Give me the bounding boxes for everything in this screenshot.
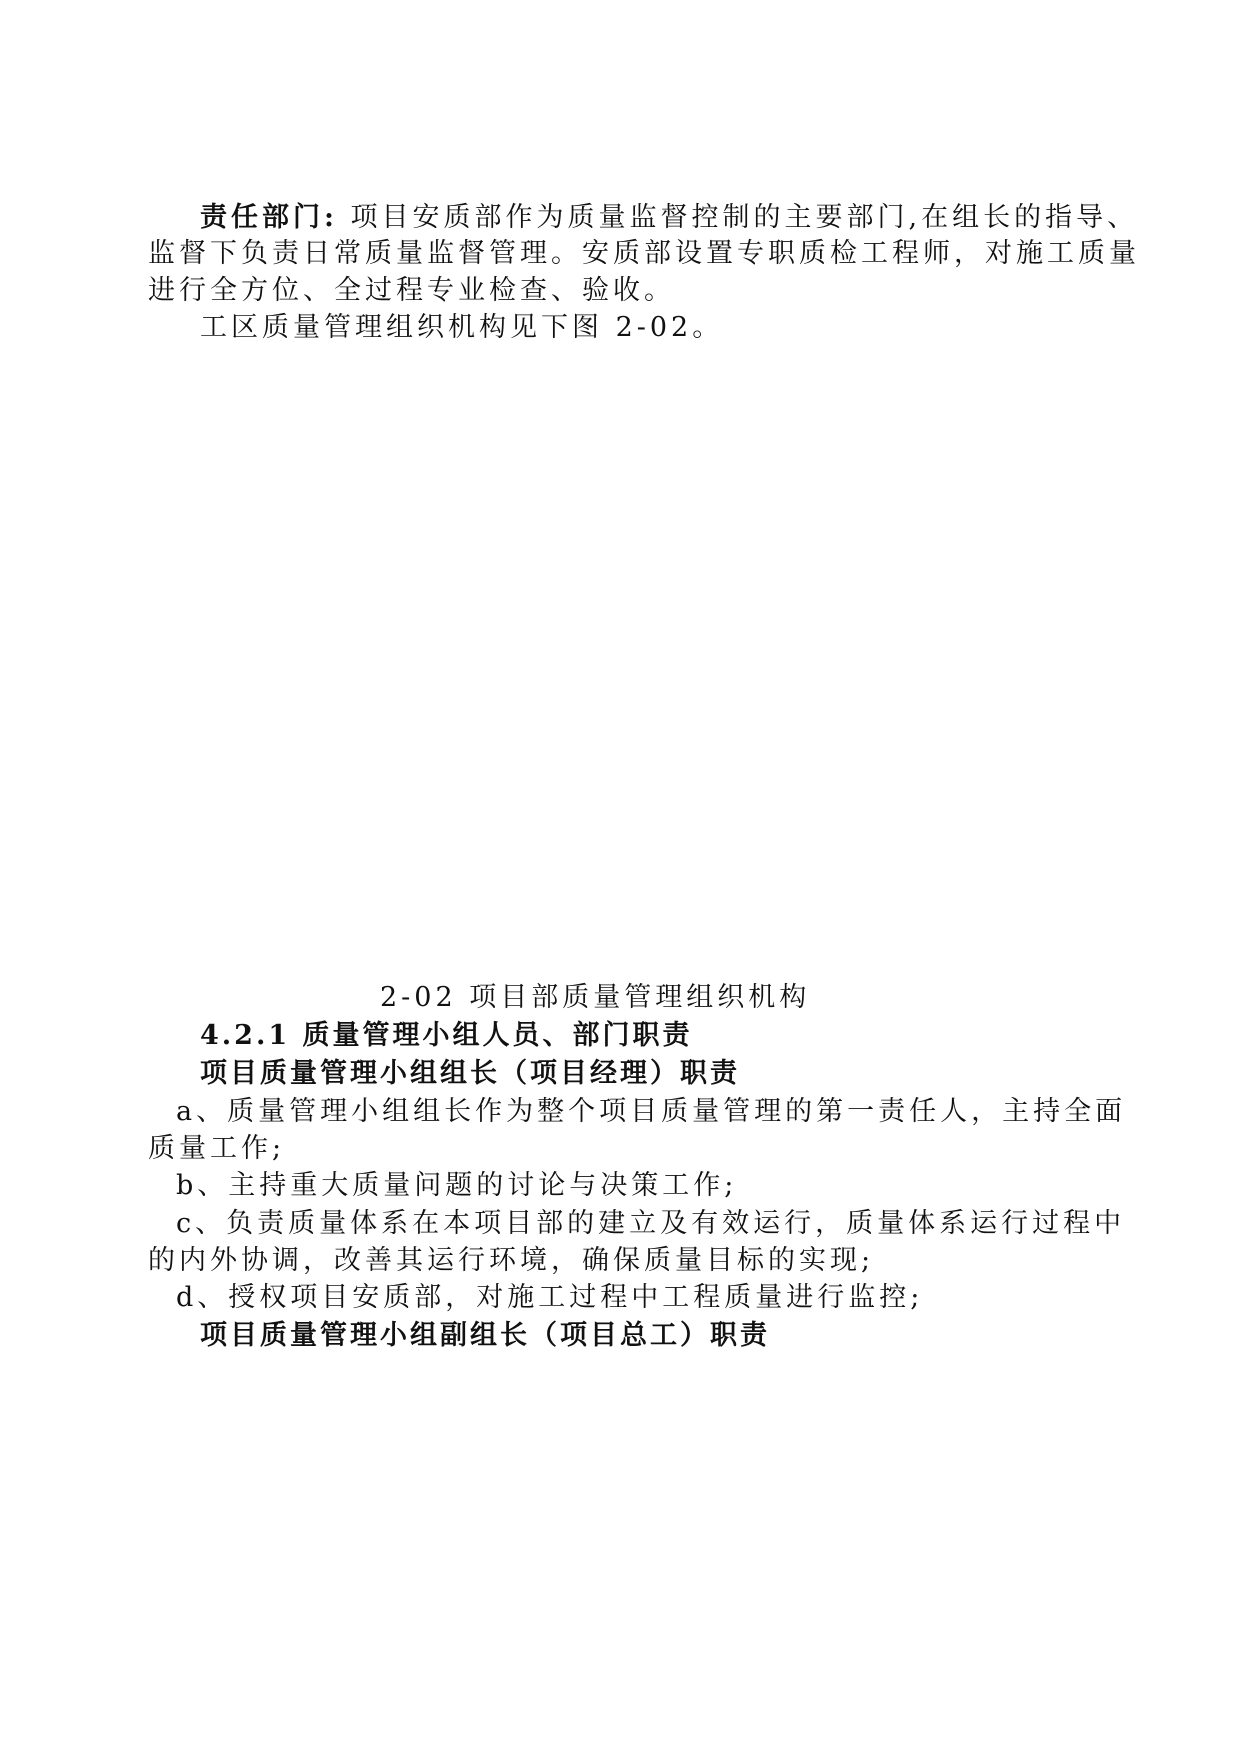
list-item: 质量工作;: [148, 1133, 286, 1164]
responsible-dept-label: 责任部门:: [200, 202, 338, 233]
list-item: b、主持重大质量问题的讨论与决策工作;: [176, 1170, 738, 1201]
subheading-leader-duties: 项目质量管理小组组长（项目经理）职责: [200, 1058, 740, 1089]
list-item: c、负责质量体系在本项目部的建立及有效运行，质量体系运行过程中: [176, 1208, 1126, 1239]
intro-line-4: 工区质量管理组织机构见下图 2-02。: [200, 312, 724, 343]
intro-line-3: 进行全方位、全过程专业检查、验收。: [148, 275, 675, 306]
intro-line-1: [200, 200, 1138, 236]
figure-caption: 2-02 项目部质量管理组织机构: [380, 982, 811, 1013]
list-item: 的内外协调，改善其运行环境，确保质量目标的实现;: [148, 1245, 875, 1276]
intro-line-2: 监督下负责日常质量监督管理。安质部设置专职质检工程师，对施工质量: [148, 238, 1140, 269]
intro-line-1-text: 项目安质部作为质量监督控制的主要部门,在组长的指导、: [337, 202, 1139, 233]
subheading-deputy-duties: 项目质量管理小组副组长（项目总工）职责: [200, 1320, 770, 1351]
list-item: a、质量管理小组组长作为整个项目质量管理的第一责任人，主持全面: [176, 1096, 1127, 1127]
section-heading: 4.2.1 质量管理小组人员、部门职责: [200, 1020, 693, 1051]
list-item: d、授权项目安质部，对施工过程中工程质量进行监控;: [176, 1282, 924, 1313]
